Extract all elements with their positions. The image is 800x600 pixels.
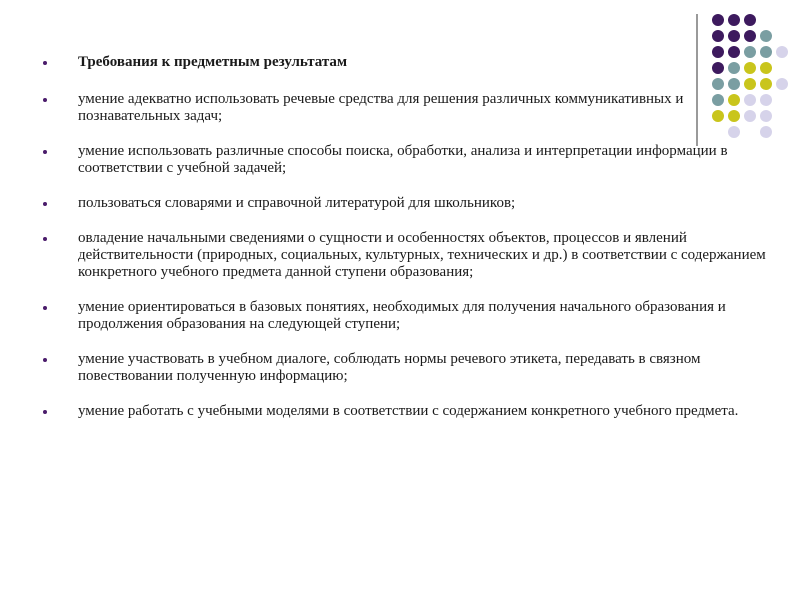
requirements-list [40,54,780,438]
decorative-dot [744,30,756,42]
list-item: умение адекватно использовать речевые средства для решения различных коммуникативных и познавательных задач; [40,91,780,125]
list-item: овладение начальными сведениями о сущности и особенностях объектов, процессов и явлений действительности (природных, социальных, культурных, технических и др.) в соответствии с содержанием конкретного учебного предмета данной ступени образования; [40,230,780,281]
list-item: умение участвовать в учебном диалоге, соблюдать нормы речевого этикета, передавать в связном повествовании полученную информацию; [40,351,780,385]
decorative-dot [728,14,740,26]
list-item: пользоваться словарями и справочной литературой для школьников; [40,195,780,212]
decorative-dot [744,14,756,26]
decorative-dot [760,30,772,42]
list-item: умение ориентироваться в базовых понятиях, необходимых для получения начального образования и продолжения образования на следующей ступени; [40,299,780,333]
list-heading: Требования к предметным результатам [40,54,780,71]
list-item: умение использовать различные способы поиска, обработки, анализа и интерпретации информации в соответствии с учебной задачей; [40,143,780,177]
list-item: умение работать с учебными моделями в соответствии с содержанием конкретного учебного предмета. [40,403,780,420]
decorative-dot [712,14,724,26]
decorative-dot [728,30,740,42]
decorative-dot [712,30,724,42]
